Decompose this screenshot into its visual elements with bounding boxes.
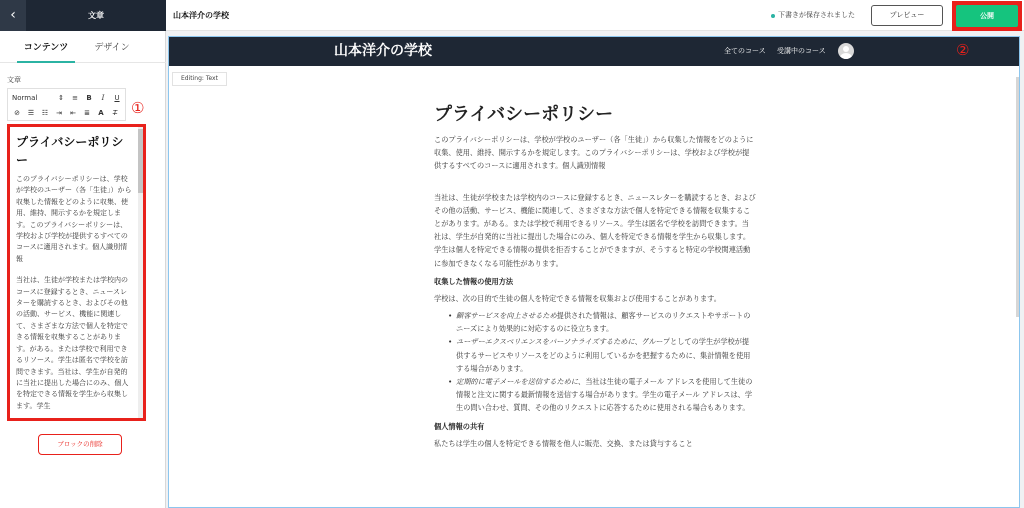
field-label: 文章	[7, 76, 21, 84]
link-icon[interactable]: ⊘	[14, 109, 20, 117]
align-left-icon[interactable]: ≣	[84, 109, 90, 117]
text-editor[interactable]	[7, 124, 146, 421]
editor-scroll-thumb[interactable]	[138, 129, 143, 193]
publish-button[interactable]: 公開	[956, 5, 1018, 27]
site-preview	[168, 36, 1020, 508]
site-scrollbar[interactable]	[1016, 77, 1019, 317]
sidebar	[0, 0, 166, 508]
chevron-left-icon: ‹	[10, 7, 16, 23]
school-name: 山本洋介の学校	[173, 11, 229, 20]
article-subheading: 収集した情報の使用方法	[434, 276, 514, 286]
editor-paragraph: 当社は、生徒が学校または学校内のコースに登録するとき、ニュースレターを購読するとき、およびその他の活動、サービス、機能に関連して、さまざまな方法で個人を特定できる情報を収集することがあります。がある。または学校で利用できるリソース。学生は匿名で学校を訪問できます。当社は、学生が自発的に当社に提出した場合にのみ、個人を特定できる情報を学生から収集します。学生	[16, 276, 129, 410]
article-paragraph: このプライバシーポリシーは、学校が学校のユーザー（各「生徒」）から収集した情報をどのように収集、使用、維持、開示するかを規定します。このプライバシーポリシーは、学校および学校が提供するすべてのコースに適用されます。個人識別情報	[434, 135, 754, 171]
publish-button-highlight	[952, 1, 1022, 31]
article[interactable]	[434, 103, 756, 450]
article-subheading: 個人情報の共有	[434, 421, 485, 431]
italic-icon[interactable]: I	[101, 94, 105, 102]
editor-canvas	[166, 31, 1024, 508]
site-title[interactable]: 山本洋介の学校	[334, 43, 432, 59]
article-heading: プライバシーポリシー	[434, 104, 614, 125]
nav-all-courses[interactable]: 全てのコース	[724, 47, 766, 55]
delete-block-button[interactable]: ブロックの削除	[38, 434, 122, 455]
article-paragraph: 私たちは学生の個人を特定できる情報を他人に販売、交換、または貸与すること	[434, 438, 693, 448]
bold-icon[interactable]: B	[86, 94, 92, 102]
bullet-list-icon[interactable]: ☰	[27, 109, 35, 117]
list-item: • ユーザーエクスペリエンスをパーソナライズするために、グループとしての学生が学校が提供するサービスやリソースをどのように利用しているかを把握するために、集計情報を使用する場合があります。	[456, 335, 756, 375]
sidebar-tabs	[0, 31, 166, 63]
list-item: • 定期的に電子メールを送信するために、当社は生徒の電子メール アドレスを使用して生徒の情報と注文に関する最新情報を送信する場合があります。学生の電子メール アドレスは、学生の問い合わせ、質問、その他のリクエストに応答するために使用される場合もあります。	[456, 375, 756, 415]
site-navbar	[169, 37, 1019, 66]
nav-enrolled-courses[interactable]: 受講中のコース	[777, 47, 826, 55]
annotation-marker-2: ②	[956, 41, 970, 59]
article-paragraph: 学校は、次の目的で生徒の個人を特定できる情報を収集および使用することがあります。	[434, 293, 721, 303]
editor-heading: プライバシーポリシー	[16, 135, 124, 167]
preview-button[interactable]: プレビュー	[871, 5, 943, 26]
editor-content	[16, 131, 133, 412]
font-color-icon[interactable]: A	[98, 109, 104, 117]
annotation-marker-1: ①	[131, 99, 145, 117]
article-list	[434, 309, 756, 415]
indent-icon[interactable]: ⇥	[56, 109, 62, 117]
tab-design[interactable]: デザイン	[94, 43, 130, 53]
article-paragraph: 当社は、生徒が学校または学校内のコースに登録するとき、ニュースレターを購読するとき、およびその他の活動、サービス、機能に関連して、さまざまな方法で個人を特定できる情報を収集することがあります。がある。または学校で利用できるリソース。学生は匿名で学校を訪問できます。当社は、学生が自発的に当社に提出した場合にのみ、個人を特定できる情報を学生から収集します。学生は個人を特定できる情報の提供を拒否することができますが、そうすると特定の学校関連活動に参加できなくなる可能性があります。	[434, 192, 756, 268]
save-status: 下書きが保存されました	[778, 11, 855, 19]
back-button[interactable]	[0, 0, 26, 31]
numbered-list-icon[interactable]: ☷	[41, 109, 49, 117]
rich-text-toolbar	[7, 88, 126, 121]
sidebar-header	[0, 0, 166, 31]
align-icon[interactable]: ≡	[72, 94, 78, 102]
underline-icon[interactable]: U	[114, 94, 120, 102]
list-item: • 顧客サービスを向上させるため提供された情報は、顧客サービスのリクエストやサポートのニーズにより効果的に対応するのに役立ちます。	[456, 309, 756, 335]
clear-format-icon[interactable]: T̶	[112, 109, 118, 117]
editing-label: Editing: Text	[172, 72, 227, 86]
sidebar-title: 文章	[88, 11, 104, 20]
format-select[interactable]: Normal ⇕	[12, 94, 64, 102]
outdent-icon[interactable]: ⇤	[70, 109, 76, 117]
editor-paragraph: このプライバシーポリシーは、学校が学校のユーザー（各「生徒」）から収集した情報をどのように収集、使用、維持、開示するかを規定します。このプライバシーポリシーは、学校および学校が提供するすべてのコースに適用されます。個人識別情報	[16, 175, 132, 263]
top-bar	[166, 0, 1024, 31]
editor-scrollbar[interactable]	[138, 127, 143, 418]
tab-content[interactable]: コンテンツ	[17, 31, 75, 63]
user-avatar-icon[interactable]	[838, 43, 854, 59]
saved-status-dot-icon	[771, 14, 775, 18]
updown-icon: ⇕	[58, 94, 64, 102]
